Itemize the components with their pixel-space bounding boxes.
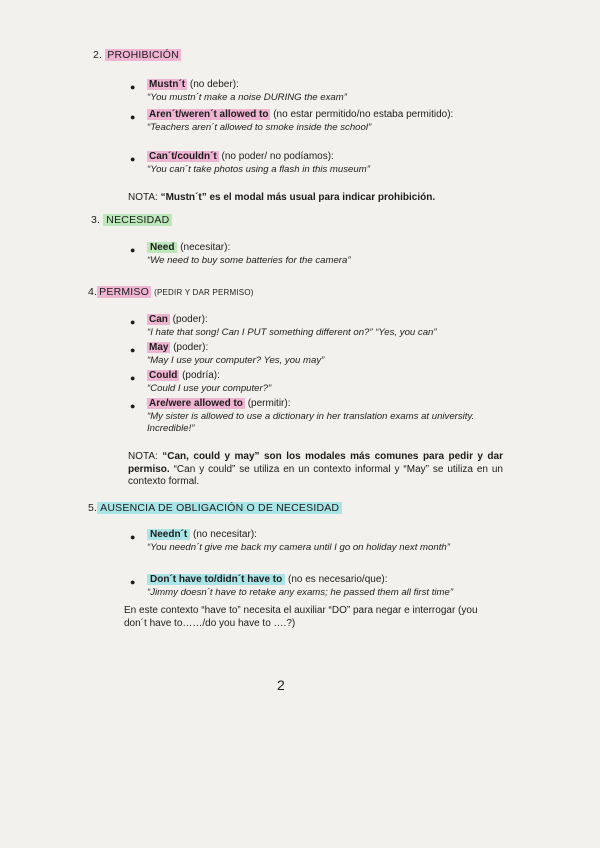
modal-term: Needn´t [147, 529, 190, 540]
bullet-icon: ● [130, 345, 136, 355]
example-sentence: “May I use your computer? Yes, you may” [147, 354, 325, 366]
bullet-icon: ● [130, 373, 136, 383]
bullet-icon: ● [130, 82, 136, 92]
closing-paragraph [124, 605, 496, 630]
list-item [147, 79, 507, 104]
modal-meaning: (poder): [170, 342, 209, 353]
modal-meaning: (necesitar): [177, 242, 231, 253]
modal-meaning: (no estar permitido/no estaba permitido): [270, 109, 454, 120]
note-bold-text: “Can, could y may” son los modales más comunes para pedir y dar permiso. [128, 451, 503, 475]
example-sentence: “You needn´t give me back my camera until I go on holiday next month” [147, 541, 450, 553]
example-sentence: “You mustn´t make a noise DURING the exam” [147, 91, 347, 103]
modal-term: Can´t/couldn´t [149, 151, 217, 162]
example-sentence: “We need to buy some batteries for the camera” [147, 254, 351, 266]
modal-meaning: (no poder/ no podíamos): [218, 151, 334, 162]
bullet-icon: ● [130, 317, 136, 327]
note-permission [128, 451, 503, 489]
example-sentence: “Jimmy doesn´t have to retake any exams; he passed them all first time” [147, 586, 454, 598]
note-text: “Can y could” se utiliza en un contexto informal y “May” se utiliza en un contexto formal. [128, 463, 503, 487]
section-title: AUSENCIA DE OBLIGACIÓN O DE NECESIDAD [97, 502, 342, 514]
note-text: “Mustn´t” es el modal más usual para indicar prohibición. [160, 192, 436, 203]
section-number: 4. [88, 286, 98, 298]
bullet-icon: ● [130, 154, 136, 164]
bullet-icon: ● [130, 112, 136, 122]
modal-term: May [149, 342, 169, 353]
modal-term: Aren´t/weren´t allowed to [149, 109, 269, 120]
bullet-icon: ● [130, 532, 136, 542]
section-title: NECESIDAD [103, 214, 172, 226]
section-2-heading [93, 49, 181, 61]
list-item [147, 529, 492, 554]
example-sentence: “I hate that song! Can I PUT something different on?” “Yes, you can” [147, 326, 437, 338]
list-item [147, 574, 507, 599]
page-number: 2 [277, 677, 285, 693]
list-item [147, 398, 522, 436]
note-label: NOTA: [128, 192, 161, 203]
modal-term: Are/were allowed to [149, 398, 243, 409]
list-item [147, 109, 507, 134]
bullet-icon: ● [130, 245, 136, 255]
modal-meaning: (no deber): [187, 79, 239, 90]
example-sentence: “My sister is allowed to use a dictionary in her translation exams at university. Incredible!” [147, 410, 475, 434]
closing-text: En este contexto “have to” necesita el auxiliar “DO” para negar e interrogar (you don´t have to……/do you have to ….?) [124, 605, 478, 629]
modal-term: Need [147, 242, 177, 253]
modal-meaning: (no necesitar): [190, 529, 257, 540]
section-number: 2. [93, 49, 103, 61]
section-4-heading [88, 286, 254, 298]
section-subtitle: (PEDIR Y DAR PERMISO) [154, 288, 254, 297]
section-3-heading [91, 214, 172, 226]
bullet-icon: ● [130, 401, 136, 411]
example-sentence: “Teachers aren´t allowed to smoke inside the school” [147, 121, 372, 133]
note-prohibition [128, 192, 435, 205]
list-item [147, 242, 507, 267]
bullet-icon: ● [130, 577, 136, 587]
note-label: NOTA: [128, 451, 163, 462]
modal-meaning: (permitir): [244, 398, 291, 409]
section-number: 5. [88, 502, 98, 514]
section-title: PERMISO [99, 286, 149, 298]
list-item [147, 342, 507, 367]
section-title: PROHIBICIÓN [107, 49, 179, 61]
modal-meaning: (poder): [169, 314, 208, 325]
section-5-heading [88, 502, 342, 514]
modal-term: Mustn´t [149, 79, 186, 90]
section-number: 3. [91, 214, 101, 226]
list-item [147, 151, 507, 176]
modal-term: Can [149, 314, 168, 325]
modal-term: Don´t have to/didn´t have to [147, 574, 285, 585]
modal-meaning: (podría): [179, 370, 220, 381]
modal-term: Could [149, 370, 178, 381]
example-sentence: “You can´t take photos using a flash in this museum” [147, 163, 370, 175]
example-sentence: “Could I use your computer?” [147, 382, 272, 394]
list-item [147, 370, 507, 395]
list-item [147, 314, 507, 339]
modal-meaning: (no es necesario/que): [285, 574, 388, 585]
